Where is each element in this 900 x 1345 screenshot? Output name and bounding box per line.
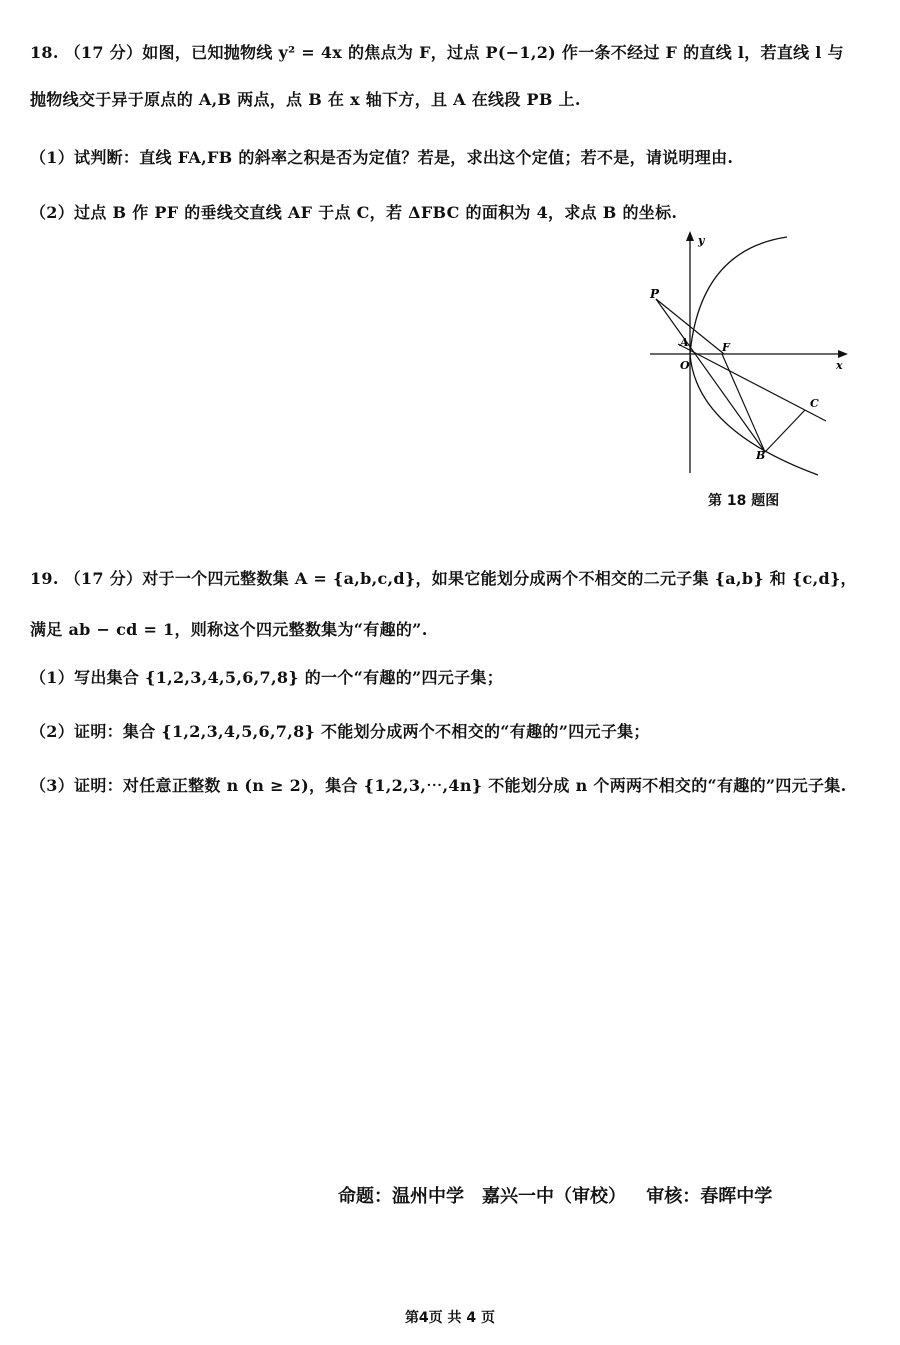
- q19-part1: （1）写出集合 {1,2,3,4,5,6,7,8} 的一个“有趣的”四元子集；: [30, 668, 504, 687]
- label-a: A: [680, 336, 689, 349]
- q19-part3: （3）证明：对任意正整数 n (n ≥ 2)，集合 {1,2,3,⋯,4n} 不能划分成 n 个两两不相交的“有趣的”四元子集.: [30, 776, 847, 795]
- q18-part1: （1）试判断：直线 FA,FB 的斜率之积是否为定值？若是，求出这个定值；若不是，请说明理由.: [30, 148, 734, 167]
- q18-stem-line1: 18. （17 分）如图，已知抛物线 y² = 4x 的焦点为 F，过点 P(−1,2) 作一条不经过 F 的直线 l，若直线 l 与: [30, 43, 844, 62]
- q19-stem-line2: 满足 ab − cd = 1，则称这个四元整数集为“有趣的”.: [30, 620, 428, 639]
- footer-proposition: 命题：温州中学 嘉兴一中（审校）: [338, 1186, 626, 1207]
- label-c: C: [810, 397, 819, 410]
- label-f: F: [722, 341, 730, 354]
- q18-part2: （2）过点 B 作 PF 的垂线交直线 AF 于点 C，若 ΔFBC 的面积为 4，求点 B 的坐标.: [30, 203, 678, 222]
- label-x: x: [836, 359, 843, 372]
- line-af: [678, 344, 826, 421]
- footer-review: 审核：春晖中学: [646, 1186, 773, 1207]
- q19-stem-line1: 19. （17 分）对于一个四元整数集 A = {a,b,c,d}，如果它能划分成两个不相交的二元子集 {a,b} 和 {c,d}，: [30, 569, 857, 588]
- line-bc: [765, 410, 805, 452]
- figure-caption: 第 18 题图: [708, 493, 780, 509]
- label-y: y: [698, 234, 705, 247]
- label-b: B: [756, 449, 766, 462]
- page-number: 第4页 共 4 页: [404, 1310, 496, 1326]
- q19-part2: （2）证明：集合 {1,2,3,4,5,6,7,8} 不能划分成两个不相交的“有趣的”四元子集；: [30, 722, 650, 741]
- label-o: O: [680, 359, 690, 372]
- footer-credit: [338, 1182, 786, 1208]
- y-axis-arrow: [686, 231, 694, 241]
- label-p: P: [650, 287, 660, 301]
- q18-stem-line2: 抛物线交于异于原点的 A,B 两点，点 B 在 x 轴下方，且 A 在线段 PB 上.: [30, 90, 581, 109]
- x-axis-arrow: [838, 350, 848, 358]
- q18-figure: [640, 225, 860, 485]
- parabola-curve: [690, 237, 818, 475]
- line-pb: [656, 299, 765, 452]
